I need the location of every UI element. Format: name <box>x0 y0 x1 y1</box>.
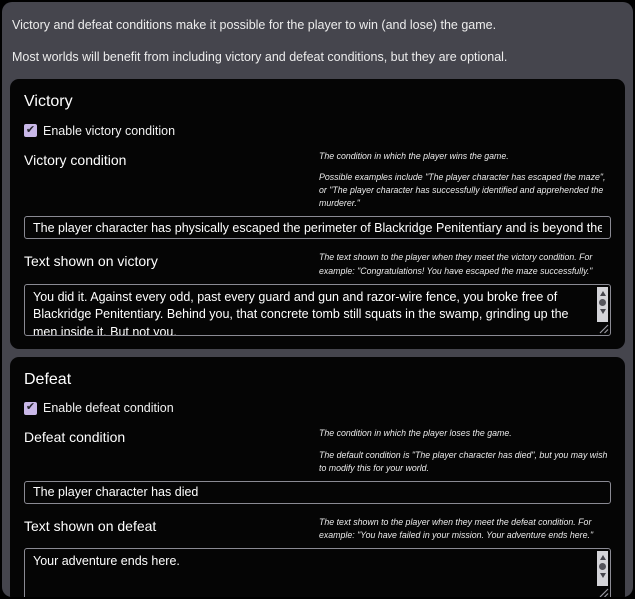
scroll-down-icon[interactable] <box>600 573 606 578</box>
textarea-scrollbar[interactable] <box>597 551 608 586</box>
intro-line-2: Most worlds will benefit from including victory and defeat conditions, but they are optional. <box>12 50 508 64</box>
resize-grip-icon[interactable] <box>599 324 609 334</box>
scrollbar-thumb[interactable] <box>599 299 606 306</box>
defeat-condition-help <box>319 427 611 475</box>
help-text: The condition in which the player wins the game. <box>319 150 509 161</box>
intro-line-1: Victory and defeat conditions make it possible for the player to win (and lose) the game. <box>12 18 497 32</box>
victory-enable-label: Enable victory condition <box>43 123 176 138</box>
help-text: Possible examples include "The player character has escaped the maze", or "The player character has successfully identified and apprehended the murderer." <box>319 171 606 209</box>
victory-text-textarea[interactable] <box>25 285 610 335</box>
victory-condition-label: Victory condition <box>24 151 127 168</box>
victory-text-head <box>24 251 611 277</box>
defeat-panel <box>10 357 625 597</box>
defeat-text-help <box>319 516 611 542</box>
scrollbar-thumb[interactable] <box>599 563 606 570</box>
resize-grip-icon[interactable] <box>599 588 609 597</box>
victory-text-help <box>319 251 611 277</box>
victory-condition-head <box>24 150 611 211</box>
victory-condition-input[interactable] <box>24 216 611 239</box>
defeat-enable-checkbox[interactable] <box>24 402 37 415</box>
defeat-panel-title: Defeat <box>24 370 72 388</box>
help-text: The text shown to the player when they meet the victory condition. For example: "Congratulations! You have escaped the maze successfully." <box>319 252 593 276</box>
check-icon: ✔ <box>25 123 36 136</box>
help-text: The condition in which the player loses the game. <box>319 428 512 439</box>
defeat-condition-input[interactable] <box>24 481 611 504</box>
victory-condition-help <box>319 150 611 211</box>
defeat-text-head <box>24 516 611 542</box>
victory-text-label: Text shown on victory <box>24 253 158 270</box>
defeat-enable-label: Enable defeat condition <box>43 401 174 416</box>
help-text: The default condition is "The player character has died", but you may wish to modify this for your world. <box>319 449 608 473</box>
scroll-up-icon[interactable] <box>600 555 606 560</box>
defeat-text-textarea[interactable] <box>25 549 610 597</box>
scroll-up-icon[interactable] <box>600 291 606 296</box>
victory-enable-row <box>24 124 611 138</box>
defeat-condition-label: Defeat condition <box>24 429 126 446</box>
victory-panel <box>10 79 625 349</box>
defeat-text-area-frame <box>24 548 611 597</box>
victory-panel-title: Victory <box>24 93 73 110</box>
victory-enable-checkbox[interactable] <box>24 124 37 137</box>
victory-text-area-frame <box>24 284 611 336</box>
scroll-down-icon[interactable] <box>600 309 606 314</box>
world-config-page <box>2 2 633 597</box>
textarea-scrollbar[interactable] <box>597 287 608 322</box>
check-icon: ✔ <box>25 401 36 414</box>
defeat-condition-head <box>24 427 611 475</box>
defeat-enable-row <box>24 401 611 415</box>
help-text: The text shown to the player when they meet the defeat condition. For example: "You have failed in your mission. Your adventure ends here." <box>319 516 594 541</box>
defeat-text-label: Text shown on defeat <box>24 517 157 534</box>
